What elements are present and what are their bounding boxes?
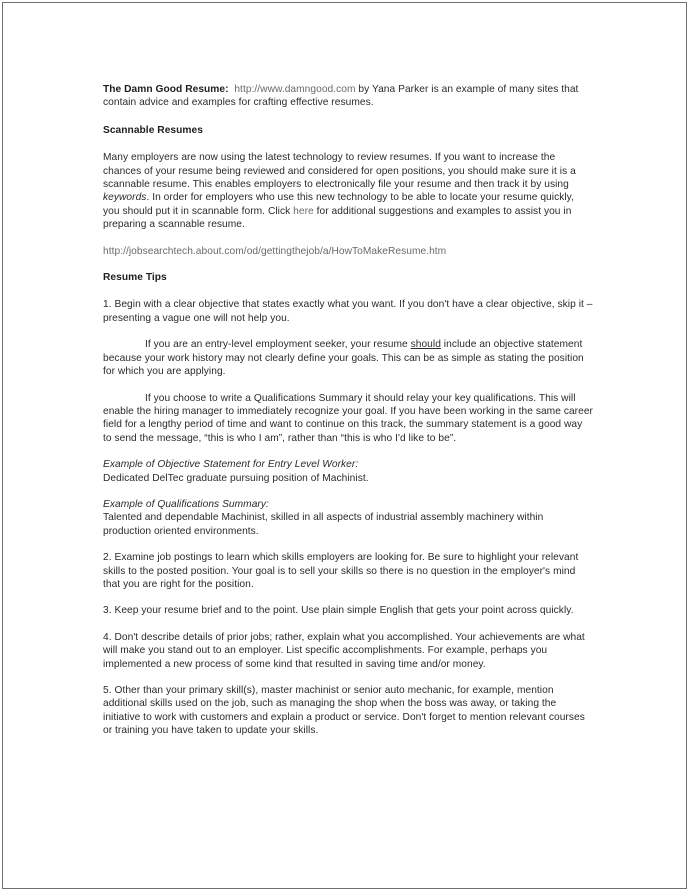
about-com-link[interactable]: http://jobsearchtech.about.com/od/gettingthejob/a/HowToMakeResume.htm xyxy=(103,245,447,257)
tip-1: 1. Begin with a clear objective that states exactly what you want. If you don't have a clear objective, skip it – presenting a vague one will not help you. xyxy=(103,299,593,324)
intro-title: The Damn Good Resume: xyxy=(103,84,229,95)
damngood-link[interactable]: http://www.damngood.com xyxy=(234,84,356,95)
tip-3: 3. Keep your resume brief and to the point. Use plain simple English that gets your point across quickly. xyxy=(103,605,574,617)
example-qualifications xyxy=(103,498,593,538)
entry-text-1: If you are an entry-level employment seeker, your resume xyxy=(145,339,411,351)
intro-paragraph xyxy=(103,83,593,110)
here-link[interactable]: here xyxy=(293,205,314,217)
should-text: should xyxy=(410,339,441,351)
tip-5: 5. Other than your primary skill(s), master machinist or senior auto mechanic, for example, mention additional skills used on the job, such as managing the shop when the boss was away, or taking the initiative to work with customers and explain a product or service. Don't forget to mention relevant courses or training you have taken to update your skills. xyxy=(103,685,585,737)
resume-tips-heading: Resume Tips xyxy=(103,272,167,284)
scannable-paragraph xyxy=(103,151,593,231)
scannable-heading: Scannable Resumes xyxy=(103,124,203,136)
example-objective-label: Example of Objective Statement for Entry Level Worker: xyxy=(103,459,359,471)
example-qualifications-label: Example of Qualifications Summary: xyxy=(103,498,269,510)
document-page xyxy=(2,2,687,889)
tip-2: 2. Examine job postings to learn which skills employers are looking for. Be sure to highlight your relevant skills to the posted position. Your goal is to sell your skills so there is no question in the employer's mind that you are right for the position. xyxy=(103,552,579,590)
scannable-text-1: Many employers are now using the latest technology to review resumes. If you want to increase the chances of your resume being reviewed and considered for open positions, you should make sure it is a scannable resume. This enables employers to electronically file your resume and then track it by using xyxy=(103,152,576,191)
intro-text: by Yana Parker is an example of many sites that contain advice and examples for crafting effective resumes. xyxy=(103,84,579,109)
example-objective xyxy=(103,458,593,485)
scannable-text-2: . In order for employers who use this new technology to be able to locate your resume quickly, you should put it in scannable form. Click xyxy=(103,192,574,217)
scannable-text-3: for additional suggestions and examples to assist you in preparing a scannable resume. xyxy=(103,205,572,231)
example-qualifications-text: Talented and dependable Machinist, skilled in all aspects of industrial assembly machinery within production oriented environments. xyxy=(103,512,544,537)
keywords-text: keywords xyxy=(103,192,147,204)
tip-4: 4. Don't describe details of prior jobs; rather, explain what you accomplished. Your achievements are what will make you stand out to an employer. List specific accomplishments. For example, perhaps you implemented a new process of some kind that resulted in saving time and/or money. xyxy=(103,631,585,670)
entry-text-2: include an objective statement because your work history may not clearly define your goals. This can be as simple as stating the position for which you are applying. xyxy=(103,339,584,378)
entry-level-paragraph xyxy=(103,338,593,378)
document-body xyxy=(103,83,593,738)
qualifications-paragraph: If you choose to write a Qualifications Summary it should relay your key qualifications. This will enable the hiring manager to immediately recognize your goal. If you have been working in the same career field for a lengthy period of time and want to continue on this track, the summary statement is a good way to send the message, “this is who I am”, rather than “this is who I'd like to be”. xyxy=(103,392,593,444)
example-objective-text: Dedicated DelTec graduate pursuing position of Machinist. xyxy=(103,472,369,484)
